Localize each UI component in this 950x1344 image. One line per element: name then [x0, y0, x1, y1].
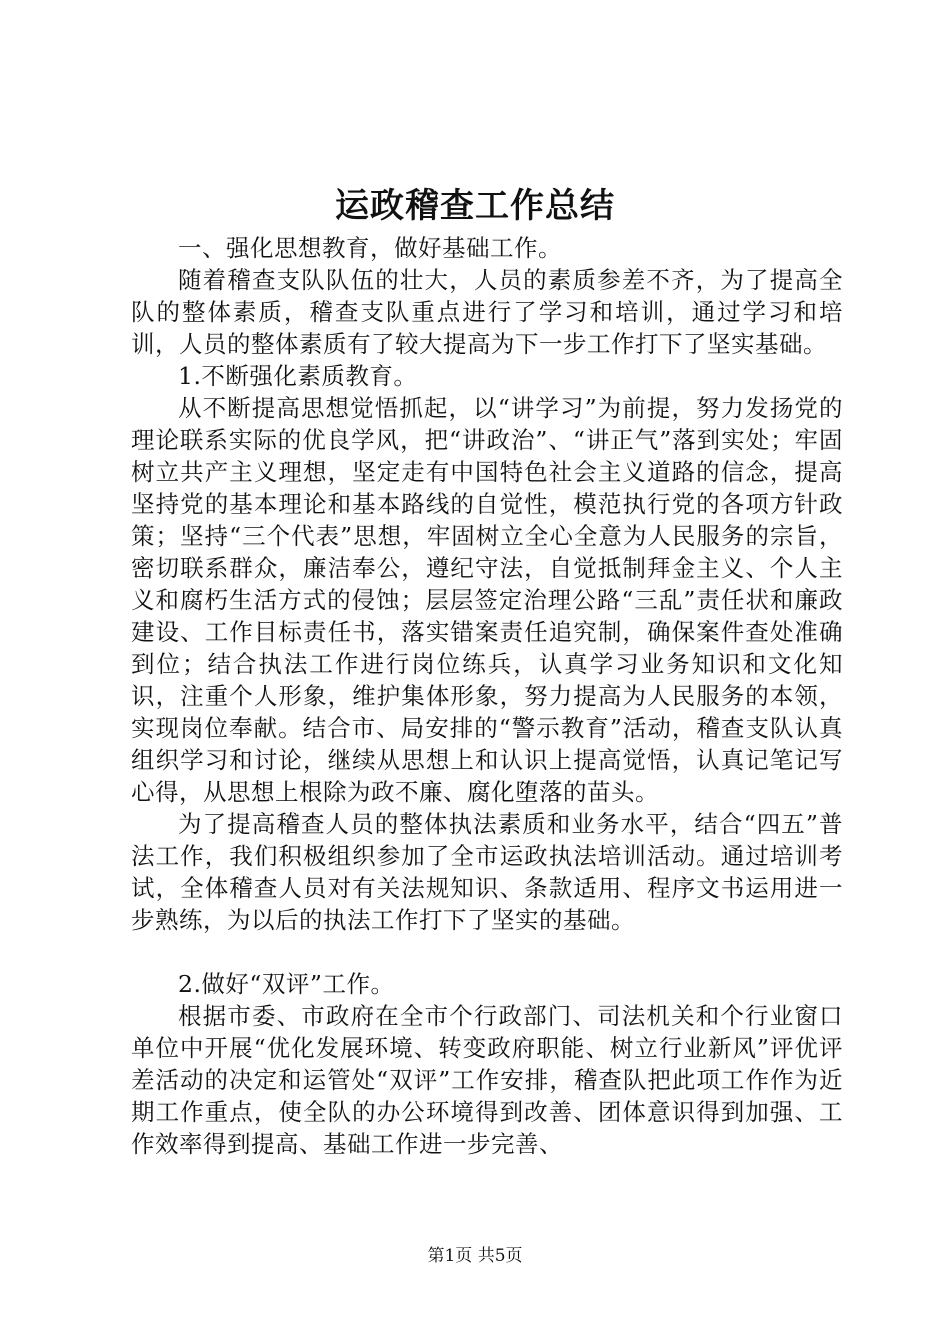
page-footer: 第1页 共5页: [427, 1246, 523, 1266]
body-paragraph: 为了提高稽查人员的整体执法素质和业务水平，结合“四五”普法工作，我们积极组织参加了全市运政执法培训活动。通过培训考试，全体稽查人员对有关法规知识、条款适用、程序文书运用进一步熟练，为以后的执法工作打下了坚实的基础。: [131, 810, 843, 934]
body-paragraph: 从不断提高思想觉悟抓起，以“讲学习”为前提，努力发扬党的理论联系实际的优良学风，把“讲政治”、“讲正气”落到实处；牢固树立共产主义理想，坚定走有中国特色社会主义道路的信念，提高坚持党的基本理论和基本路线的自觉性，模范执行党的各项方针政策；坚持“三个代表”思想，牢固树立全心全意为人民服务的宗旨，密切联系群众，廉洁奉公，遵纪守法，自觉抵制拜金主义、个人主义和腐朽生活方式的侵蚀；层层签定治理公路“三乱”责任状和廉政建设、工作目标责任书，落实错案责任追究制，确保案件查处准确到位；结合执法工作进行岗位练兵，认真学习业务知识和文化知识，注重个人形象，维护集体形象，努力提高为人民服务的本领，实现岗位奉献。结合市、局安排的“警示教育”活动，稽查支队认真组织学习和讨论，继续从思想上和认识上提高觉悟，认真记笔记写心得，从思想上根除为政不廉、腐化堕落的苗头。: [131, 394, 843, 806]
document-title: 运政稽查工作总结: [335, 186, 615, 226]
subsection-heading: 2.做好“双评”工作。: [178, 970, 395, 998]
section-heading: 一、强化思想教育，做好基础工作。: [178, 234, 562, 262]
body-paragraph: 随着稽查支队队伍的壮大，人员的素质参差不齐，为了提高全队的整体素质，稽查支队重点进行了学习和培训，通过学习和培训，人员的整体素质有了较大提高为下一步工作打下了坚实基础。: [131, 266, 843, 358]
document-body: [131, 232, 843, 1160]
subsection-heading: 1.不断强化素质教育。: [178, 362, 418, 390]
body-paragraph: 根据市委、市政府在全市个行政部门、司法机关和个行业窗口单位中开展“优化发展环境、转变政府职能、树立行业新风”评优评差活动的决定和运管处“双评”工作安排，稽查队把此项工作作为近期工作重点，使全队的办公环境得到改善、团体意识得到加强、工作效率得到提高、基础工作进一步完善、: [131, 1002, 843, 1158]
